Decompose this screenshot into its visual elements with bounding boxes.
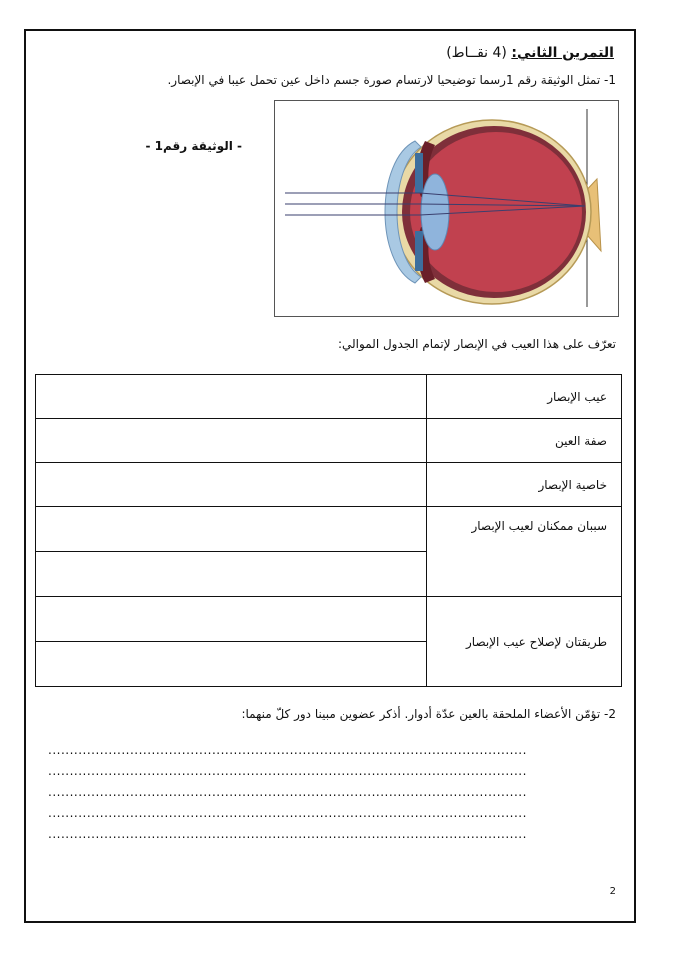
lens xyxy=(421,174,449,250)
answer-line[interactable]: ............................................................................................................... xyxy=(48,764,527,778)
question-2-text: 2- تؤمّن الأعضاء الملحقة بالعين عدّة أدوار. أذكر عضوين مبينا دور كلّ منهما: xyxy=(241,707,616,721)
table-row xyxy=(36,463,622,507)
table-row xyxy=(36,419,622,463)
row-label: عيب الإبصار xyxy=(427,375,622,419)
table-row xyxy=(36,597,622,642)
answer-cell[interactable] xyxy=(36,507,427,552)
exercise-points: (4 نقــاط) xyxy=(446,45,507,61)
page-number: 2 xyxy=(609,886,616,897)
table-prompt: تعرّف على هذا العيب في الإبصار لإتمام الجدول الموالي: xyxy=(337,337,616,351)
exercise-title: التمرين الثاني: xyxy=(511,45,614,61)
eye-illustration xyxy=(275,101,618,316)
answer-cell[interactable] xyxy=(36,463,427,507)
answer-cell[interactable] xyxy=(36,597,427,642)
vision-defect-table xyxy=(35,374,622,687)
answer-cell[interactable] xyxy=(36,375,427,419)
answer-line[interactable]: ............................................................................................................... xyxy=(48,827,527,841)
table-row xyxy=(36,507,622,552)
question-1-text: 1- تمثل الوثيقة رقم 1رسما توضيحيا لارتسام صورة جسم داخل عين تحمل عيبا في الإبصار. xyxy=(167,73,616,87)
answer-cell[interactable] xyxy=(36,419,427,463)
answer-line[interactable]: ............................................................................................................... xyxy=(48,785,527,799)
worksheet-page xyxy=(24,29,636,923)
iris-upper xyxy=(415,153,423,193)
eye-diagram xyxy=(274,100,619,317)
answer-cell[interactable] xyxy=(36,642,427,687)
row-label: طريقتان لإصلاح عيب الإبصار xyxy=(427,597,622,687)
document-label: - الوثيقة رقم1 - xyxy=(145,139,242,153)
answer-cell[interactable] xyxy=(36,552,427,597)
answer-line[interactable]: ............................................................................................................... xyxy=(48,743,527,757)
row-label: سببان ممكنان لعيب الإبصار xyxy=(427,507,622,597)
answer-line[interactable]: ............................................................................................................... xyxy=(48,806,527,820)
row-label: خاصية الإبصار xyxy=(427,463,622,507)
exercise-heading xyxy=(446,45,614,61)
row-label: صفة العين xyxy=(427,419,622,463)
table-row xyxy=(36,375,622,419)
iris-lower xyxy=(415,231,423,271)
